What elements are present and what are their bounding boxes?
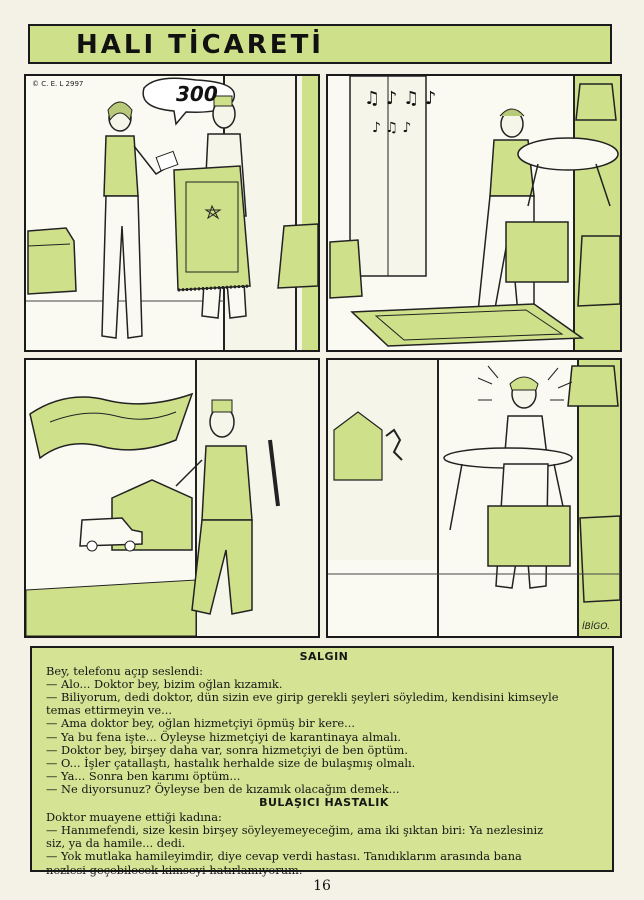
panel-3-illustration — [26, 360, 318, 636]
story-line: — Biliyorum, dedi doktor, dün sizin eve girip gerekli şeyleri söyledim, kendisini kimseyle — [46, 690, 559, 705]
artist-signature: İBİGO. — [581, 622, 610, 632]
comic-panel-4 — [326, 358, 622, 638]
story-line: — Doktor bey, birşey daha var, sonra hizmetçiyi de ben öptüm. — [46, 742, 408, 757]
story-line: Doktor muayene ettiği kadına: — [46, 810, 222, 825]
title-banner — [28, 24, 612, 64]
story-line: temas ettirmeyin ve... — [46, 703, 172, 718]
story-line: — Ya... Sonra ben karımı öptüm... — [46, 768, 241, 783]
story-line: — Alo... Doktor bey, bizim oğlan kızamık. — [46, 677, 283, 692]
story-title-salgin: SALGIN — [299, 650, 349, 663]
story-line: — Ama doktor bey, oğlan hizmetçiyi öpmüş bir kere... — [46, 716, 356, 731]
jokes-text-box — [30, 646, 614, 877]
panel-2-illustration — [328, 76, 620, 350]
story-title-bulasici-hastalik: BULAŞICI HASTALIK — [259, 796, 389, 810]
story-line: — Ne diyorsunuz? Öyleyse ben de kızamık olacağım demek... — [46, 781, 400, 796]
story-line: — Ya bu fena işte... Öyleyse hizmetçiyi de karantinaya almalı. — [46, 729, 401, 744]
panel-1-illustration — [26, 76, 318, 350]
svg-text:♪ ♫ ♪: ♪ ♫ ♪ — [372, 120, 412, 136]
comic-panel-1 — [24, 74, 320, 352]
story-line: nezlesi geçebilecek kimseyi hatırlamıyorum. — [46, 862, 303, 877]
story-line: — O... İşler çatallaştı, hastalık herhalde size de bulaşmış olmalı. — [46, 755, 416, 770]
story-line: siz, ya da hamile... dedi. — [46, 836, 186, 851]
svg-text:♫ ♪ ♫ ♪: ♫ ♪ ♫ ♪ — [364, 88, 437, 109]
page-number: 16 — [313, 878, 331, 894]
story-line: — Hanımefendi, size kesin birşey söyleyemeyeceğim, ama iki şıktan biri: Ya nezlesiniz — [46, 823, 544, 838]
comic-panel-2 — [326, 74, 622, 352]
story-line: — Yok mutlaka hamileyimdir, diye cevap verdi hastası. Tanıdıklarım arasında bana — [46, 849, 522, 864]
speech-bubble-price: 300 — [176, 82, 218, 106]
comic-panel-3 — [24, 358, 320, 638]
story-line: Bey, telefonu açıp seslendi: — [46, 664, 203, 679]
copyright-mark: © C. E. L 2997 — [32, 80, 84, 88]
comic-title: HALI TİCARETİ — [76, 30, 324, 60]
panel-4-illustration — [328, 360, 620, 636]
